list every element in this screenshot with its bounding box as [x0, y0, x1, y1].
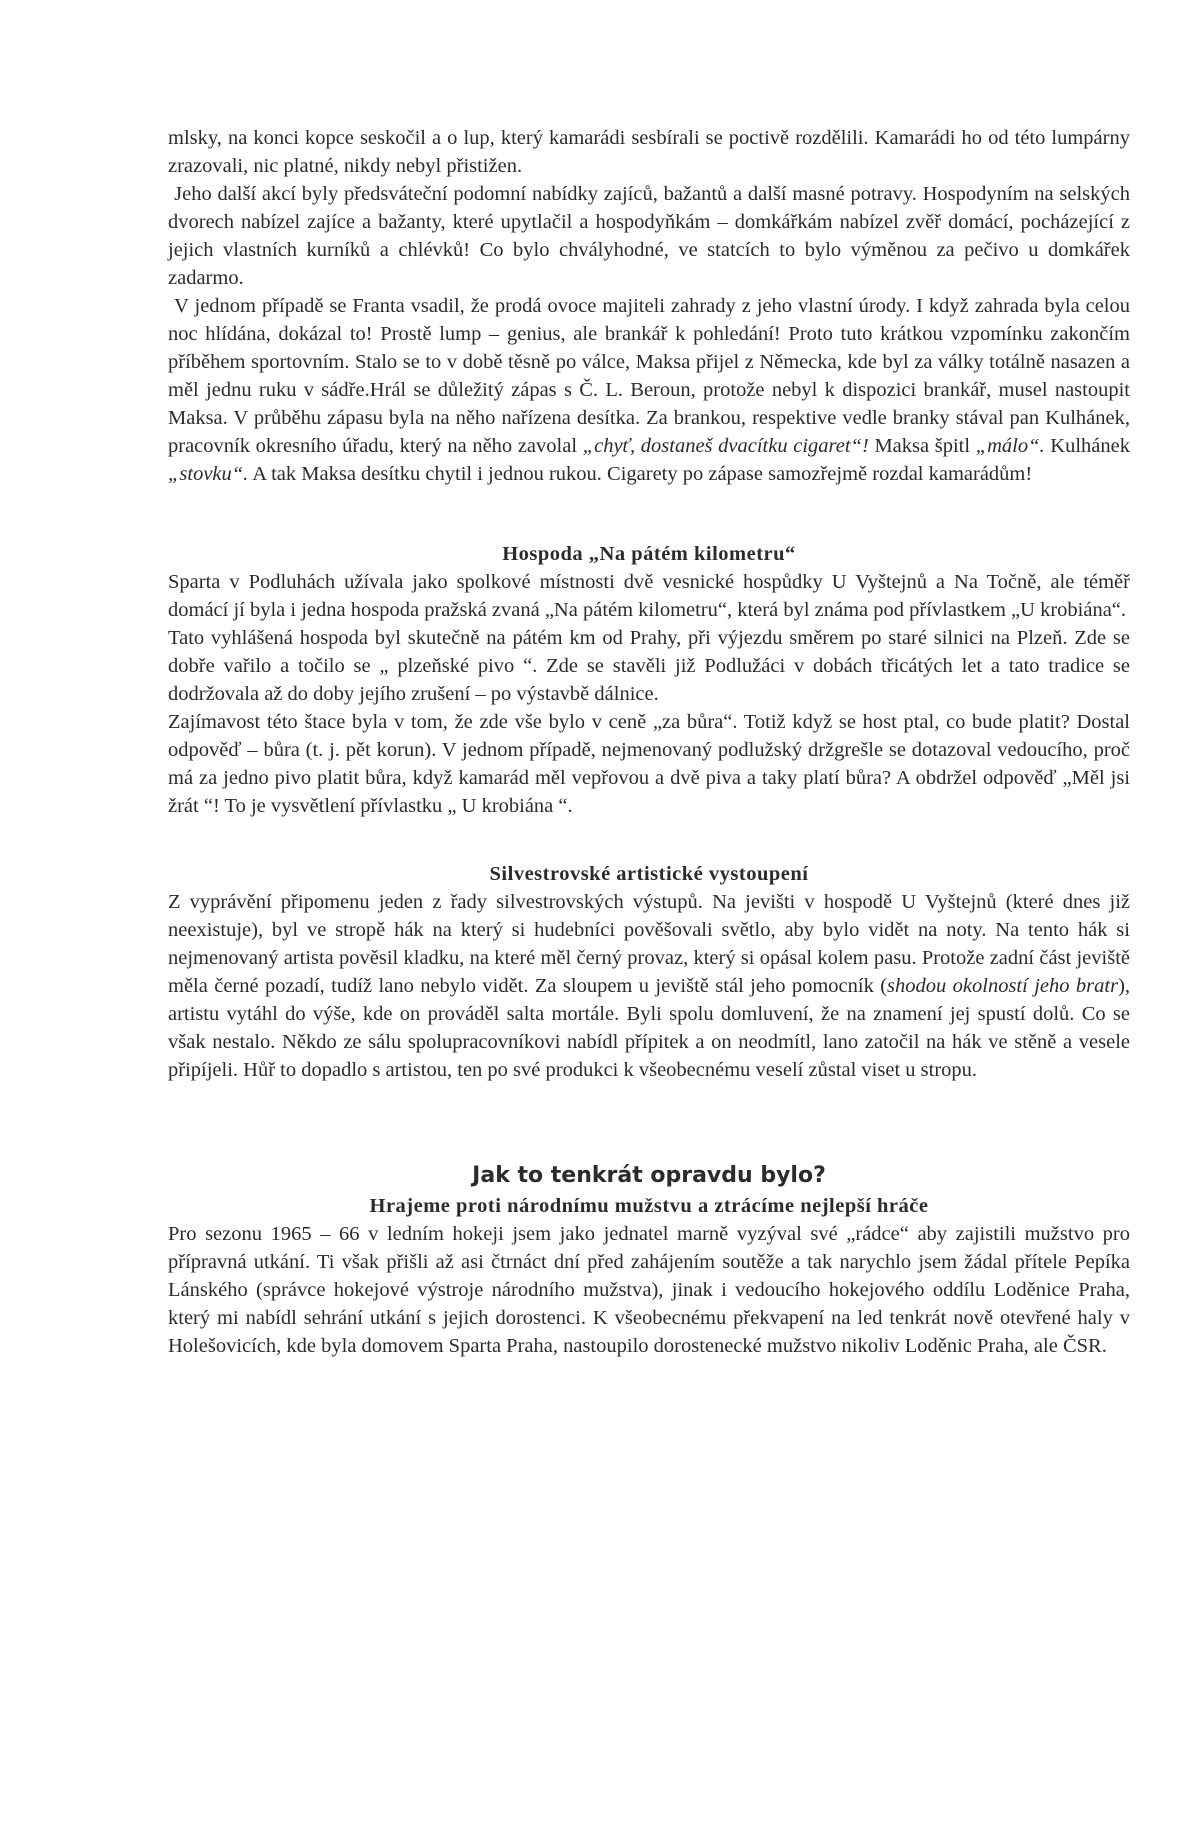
- section-title-hospoda: Hospoda „Na pátém kilometru“: [502, 543, 796, 565]
- intro-p3-quote-3: „stovku“.: [168, 463, 249, 485]
- section-silvestr: [168, 860, 1130, 1084]
- intro-p3-text-end: A tak Maksa desítku chytil i jednou rukou. Cigarety po zápase samozřejmě rozdal kamarádům!: [248, 463, 1033, 485]
- section-jak: [168, 1160, 1130, 1360]
- hospoda-paragraph-3: Zajímavost této štace byla v tom, že zde vše bylo v ceně „za bůra“. Totiž když se host ptal, co bude platit? Dostal odpověď – bůra (t. j. pět korun). V jednom případě, nejmenovaný podlužský držgrešle se dotazoval vedoucího, proč má za jedno pivo platit bůra, když kamarád měl vepřovou a dvě piva a taky platí bůra? A obdržel odpověď „Měl jsi žrát “! To je vysvětlení přívlastku „ U krobiána “.: [168, 711, 1130, 817]
- silvestr-italic-aside: shodou okolností jeho bratr: [887, 975, 1119, 997]
- silvestr-text-start: Z vyprávění připomenu jeden z řady silvestrovských výstupů. Na jevišti v hospodě U Vyštejnů (které dnes již neexistuje), byl ve stropě hák na který si hudebníci pověšovali světlo, aby bylo vidět na noty. Na tento hák si nejmenovaný artista pověsil kladku, na které měl černý provaz, který si opásal kolem pasu. Protože zadní část jeviště měla černé pozadí, tudíž lano nebylo vidět. Za sloupem u jeviště stál jeho pomocník (: [168, 891, 1130, 997]
- intro-paragraph-3: [168, 292, 1130, 488]
- silvestr-paragraph-1: [168, 888, 1130, 1084]
- intro-p3-text-mid-2: Kulhánek: [1044, 435, 1131, 457]
- hospoda-paragraph-1: Sparta v Podluhách užívala jako spolkové místnosti dvě vesnické hospůdky U Vyštejnů a Na Točně, ale téměř domácí jí byla i jedna hospoda pražská zvaná „Na pátém kilometru“, která byl známa pod přívlastkem „U krobiána“.: [168, 571, 1130, 621]
- intro-p3-text-mid-1: Maksa špitl: [868, 435, 976, 457]
- intro-p3-quote-1: „chyť, dostaneš dvacítku cigaret“!: [582, 435, 869, 457]
- intro-p3-text-start: V jednom případě se Franta vsadil, že prodá ovoce majiteli zahrady z jeho vlastní úrody. I když zahrada byla celou noc hlídána, dokázal to! Prostě lump – genius, ale brankář k pohledání! Proto tuto krátkou vzpomínku zakončím příběhem sportovním. Stalo se to v době těsně po válce, Maksa přijel z Německa, kde byl za války totálně nasazen a měl jednu ruku v sádře.Hrál se důležitý zápas s Č. L. Beroun, protože nebyl k dispozici brankář, musel nastoupit Maksa. V průběhu zápasu byla na něho nařízena desítka. Za brankou, respektive vedle branky stával pan Kulhánek, pracovník okresního úřadu, který na něho zavolal: [168, 295, 1130, 457]
- intro-paragraph-2: Jeho další akcí byly předsváteční podomní nabídky zajíců, bažantů a další masné potravy. Hospodyním na selských dvorech nabízel zajíce a bažanty, které upytlačil a hospodyňkám – domkářkám nabízel zvěř domácí, pocházející z jejich vlastních kurníků a chlévků! Co bylo chvályhodné, ve statcích to bylo výměnou za pečivo u domkářek zadarmo.: [168, 183, 1130, 289]
- intro-p3-quote-2: „málo“.: [975, 435, 1045, 457]
- silvestr-text-end: ), artistu vytáhl do výše, kde on prováděl salta mortále. Byli spolu domluvení, že na znamení jej spustí dolů. Co se však nestalo. Někdo ze sálu spolupracovníkovi nabídl přípitek a on neodmítl, lano zatočil na hák ve stěně a vesele připíjeli. Hůř to dopadlo s artistou, ten po své produkci k všeobecnému veselí zůstal viset u stropu.: [168, 975, 1131, 1081]
- hospoda-paragraph-2: Tato vyhlášená hospoda byl skutečně na pátém km od Prahy, při výjezdu směrem po staré silnici na Plzeň. Zde se dobře vařilo a točilo se „ plzeňské pivo “. Zde se stavěli již Podlužáci v dobách třicátých let a tato tradice se dodržovala až do doby jejího zrušení – po výstavbě dálnice.: [168, 627, 1130, 705]
- section-title-silvestr: Silvestrovské artistické vystoupení: [489, 863, 809, 885]
- section-hospoda: [168, 540, 1130, 820]
- section-title-jak: Jak to tenkrát opravdu bylo?: [472, 1163, 826, 1188]
- section-subtitle-jak: Hrajeme proti národnímu mužstvu a ztrácíme nejlepší hráče: [369, 1195, 929, 1217]
- jak-paragraph-1: Pro sezonu 1965 – 66 v ledním hokeji jsem jako jednatel marně vyzýval své „rádce“ aby zajistili mužstvo pro přípravná utkání. Ti však přišli až asi čtrnáct dní před zahájením soutěže a tak narychlo jsem žádal přítele Pepíka Lánského (správce hokejové výstroje národního mužstva), jinak i vedoucího hokejového oddílu Loděnice Praha, který mi nabídl sehrání utkání s jejich dorostenci. K všeobecnému překvapení na led tenkrát nově otevřené haly v Holešovicích, kde byla domovem Sparta Praha, nastoupilo dorostenecké mužstvo nikoliv Loděnic Praha, ale ČSR.: [168, 1223, 1130, 1357]
- document-page: [168, 124, 1130, 1360]
- intro-paragraph-1: mlsky, na konci kopce seskočil a o lup, který kamarádi sesbírali se poctivě rozdělili. Kamarádi ho od této lumpárny zrazovali, nic platné, nikdy nebyl přistižen.: [168, 127, 1130, 177]
